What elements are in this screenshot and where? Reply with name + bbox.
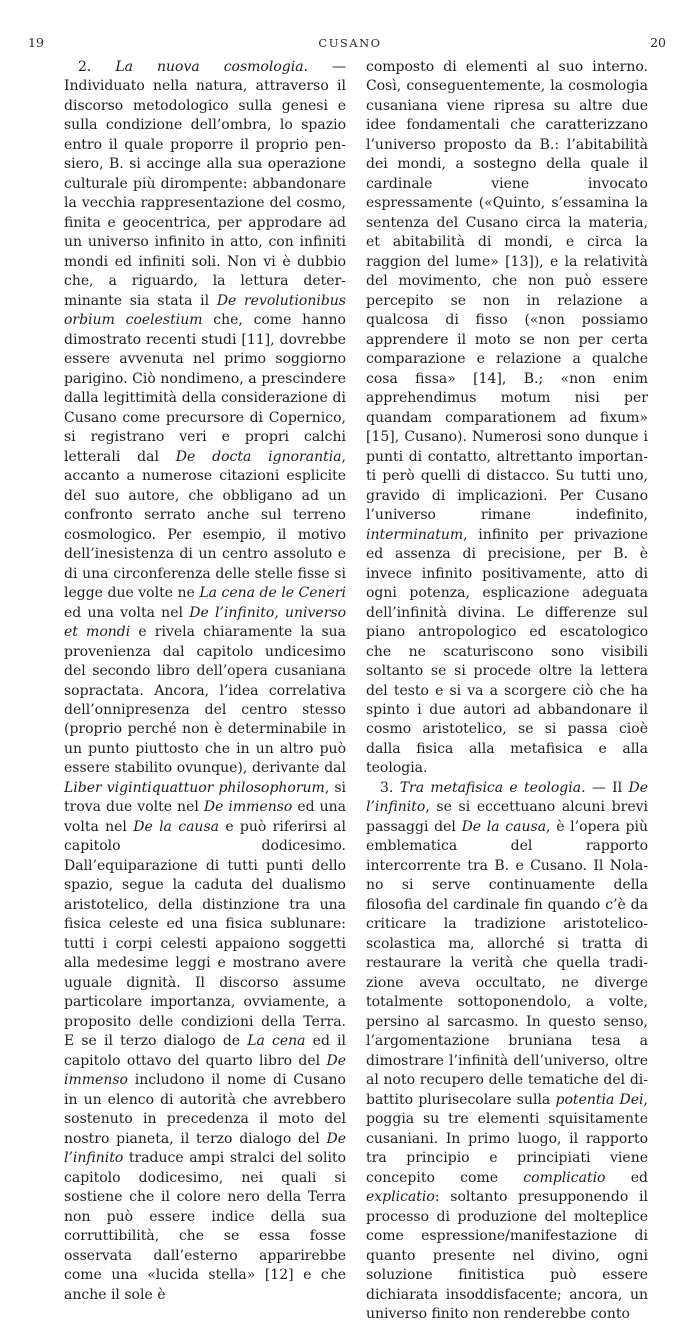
italic-title: De l’infinito [366, 779, 649, 816]
italic-title: Tra metafisica e teologia. [399, 779, 586, 796]
italic-title: De la causa [461, 818, 547, 835]
text-run: , poggia su tre elementi squisitamente cusaniani. In primo luogo, il rapporto tra principio e principiati viene concepito come [366, 1091, 648, 1186]
page-number-right: 20 [650, 35, 666, 50]
text-run: — Il [585, 779, 629, 796]
italic-title: La nuova cosmologia. [115, 59, 309, 75]
text-run: , è l’opera più emblematica del rapporto intercorrente tra B. e Cusano. Il Nolano si serve continuamente della filosofia del cardinale fin quando c’è da criticare la tradizione aristotelico-scolastica ma, allorché si tratta di restaurare la verità che quella tradizione aveva occultato, ne diverge totalmente sottoponendolo, a volte, persino al sarcasmo. In questo senso, l’argomentazione bruniana tesa a dimostrare l’infinità dell’universo, oltre al noto recupero delle tematiche del dibattito plurisecolare sulla [366, 818, 648, 1108]
italic-title: De l’infinito [64, 1130, 346, 1167]
text-run: ed una volta nel [64, 799, 347, 835]
italic-title: De immenso [64, 1052, 346, 1089]
text-run: ed una volta nel [64, 604, 190, 621]
text-run: composto di elementi al suo interno. Così, conseguentemente, la cosmologia cusaniana viene ripresa su altre due idee fondamentali che caratterizzano l’universo proposto da B.: l’abitabilità dei mondi, a sostegno della quale il cardinale viene invocato espressamente («Quinto, s’essamina la sentenza del Cusano circa la materia, et abitabilità di mondi, e circa la raggion del lume» [13]), e la relatività del movimento, che non può essere percepito se non in relazione a qualcosa di fisso («non possiamo apprendere il moto se non per certa comparazione e relazione a qualche cosa fissa» [14], B.; «non enim apprehendimus motum nisi per quandam comparationem ad fixum» [15], Cusano). Numerosi sono dunque i punti di contatto, altrettanto importanti però quelli di distacco. Su tutti uno, gravido di implicazioni. Per Cusano l’universo rimane indefinito, [366, 59, 648, 524]
text-run: e può riferirsi al capitolo dodicesimo. Dall’equiparazione di tutti punti dello spazio, segue la caduta del dualismo aristotelico, della distinzione tra una fisica celeste ed una fisica sublunare: tutti i corpi celesti appaiono soggetti alla medesime leggi e mostrano avere uguale dignità. Il discorso assume particolare importanza, ovviamente, a proposito delle condizioni della Terra. E se il terzo dialogo de [64, 818, 346, 1050]
text-run: ed il capitolo ottavo del quarto libro del [64, 1033, 346, 1069]
italic-title: De revolutionibus orbium coelestium [64, 292, 346, 329]
text-run: includono il nome di Cusano in un elenco di autorità che avrebbero sostenuto in precedenza il moto del nostro pianeta, il terzo dialogo del [64, 1072, 346, 1147]
text-run: 3. [380, 779, 400, 796]
text-run: : soltanto presupponendo il processo di produzione del molteplice come espressione/manifestazione di quanto presente nel divino, ogni soluzione finitistica può essere dichiarata insoddisfacente; ancora, un universo finito non renderebbe conto [366, 1189, 648, 1322]
text-run: , accanto a numerose citazioni esplicite del suo autore, che obbligano ad un confronto serrato anche sul terreno cosmologico. Per esempio, il motivo dell’inesistenza di un centro assoluto e di una circonferenza delle stelle fisse si legge due volte ne [64, 448, 346, 602]
paragraph-metafisica-teologia [366, 779, 648, 1324]
italic-title: La cena de le Ceneri [199, 585, 346, 602]
paragraph-nuova-cosmologia [64, 58, 346, 1305]
page-number-left: 19 [28, 35, 44, 50]
italic-title: De immenso [203, 799, 293, 816]
right-column [366, 58, 648, 1324]
text-run: traduce ampi stralci del solito capitolo dodicesimo, nei quali si sostiene che il colore nero della Terra non può essere indice della sua corruttibilità, che se essa fosse osservata dall’esterno apparirebbe come una «lucida stella» [12] e che anche il sole è [64, 1150, 346, 1303]
text-run: che, come hanno dimostrato recenti studi [11], dovrebbe essere avvenuta nel primo soggiorno parigino. Ciò nondimeno, a prescindere dalla legittimità della considerazione di Cusano come precursore di Copernico, si registrano veri e propri calchi letterali dal [64, 312, 346, 465]
italic-title: De docta ignorantia [175, 448, 342, 465]
text-run: e rivela chiaramente la sua provenienza dal capitolo undicesimo del secondo libro dell’opera cusaniana sopractata. Ancora, l’idea correlativa dell’onnipresenza del centro stesso (proprio perché non è determinabile in un punto piuttosto che in un altro può essere stabilito ovunque), derivante dal [64, 624, 346, 777]
running-head [0, 35, 700, 55]
italic-title: interminatum [366, 526, 464, 543]
italic-title: La cena [247, 1033, 306, 1050]
running-title: CUSANO [318, 36, 382, 50]
italic-title: potentia Dei [555, 1091, 644, 1108]
italic-title: De la causa [133, 818, 219, 835]
text-run: ed [605, 1169, 649, 1186]
italic-title: De l’infinito, universo et mondi [64, 604, 347, 641]
text-run: 2. [78, 59, 116, 75]
text-run: — Individuato nella natura, attraverso il discorso metodologico sulla genesi e sulla condizione dell’ombra, lo spazio entro il quale proporre il proprio pensiero, B. si accinge alla sua operazione culturale più dirompente: abbandonare la vecchia rappresentazione del cosmo, finita e geocentrica, per approdare ad un universo infinito in atto, con infiniti mondi ed infiniti soli. Non vi è dubbio che, a riguardo, la lettura determinante sia stata il [64, 59, 347, 309]
left-column [64, 58, 346, 1305]
paragraph-continuation [366, 58, 648, 779]
text-run: , infinito per privazione ed assenza di precisione, per B. è invece infinito positivamente, atto di ogni potenza, esplicazione adeguata dell’infinità divina. Le differenze sul piano antropologico ed escatologico che ne scaturiscono sono visibili soltanto se si procede oltre la lettera del testo e si va a scorgere ciò che ha spinto i due autori ad abbandonare il cosmo aristotelico, se si passa cioè dalla fisica alla metafisica e alla teologia. [366, 526, 648, 777]
italic-title: explicatio [366, 1189, 435, 1206]
italic-title: Liber vigintiquattuor philosophorum [64, 779, 325, 796]
text-run: , si trova due volte nel [64, 779, 346, 816]
italic-title: complicatio [523, 1169, 606, 1186]
text-run: , se si eccettuano alcuni brevi passaggi del [366, 799, 648, 835]
